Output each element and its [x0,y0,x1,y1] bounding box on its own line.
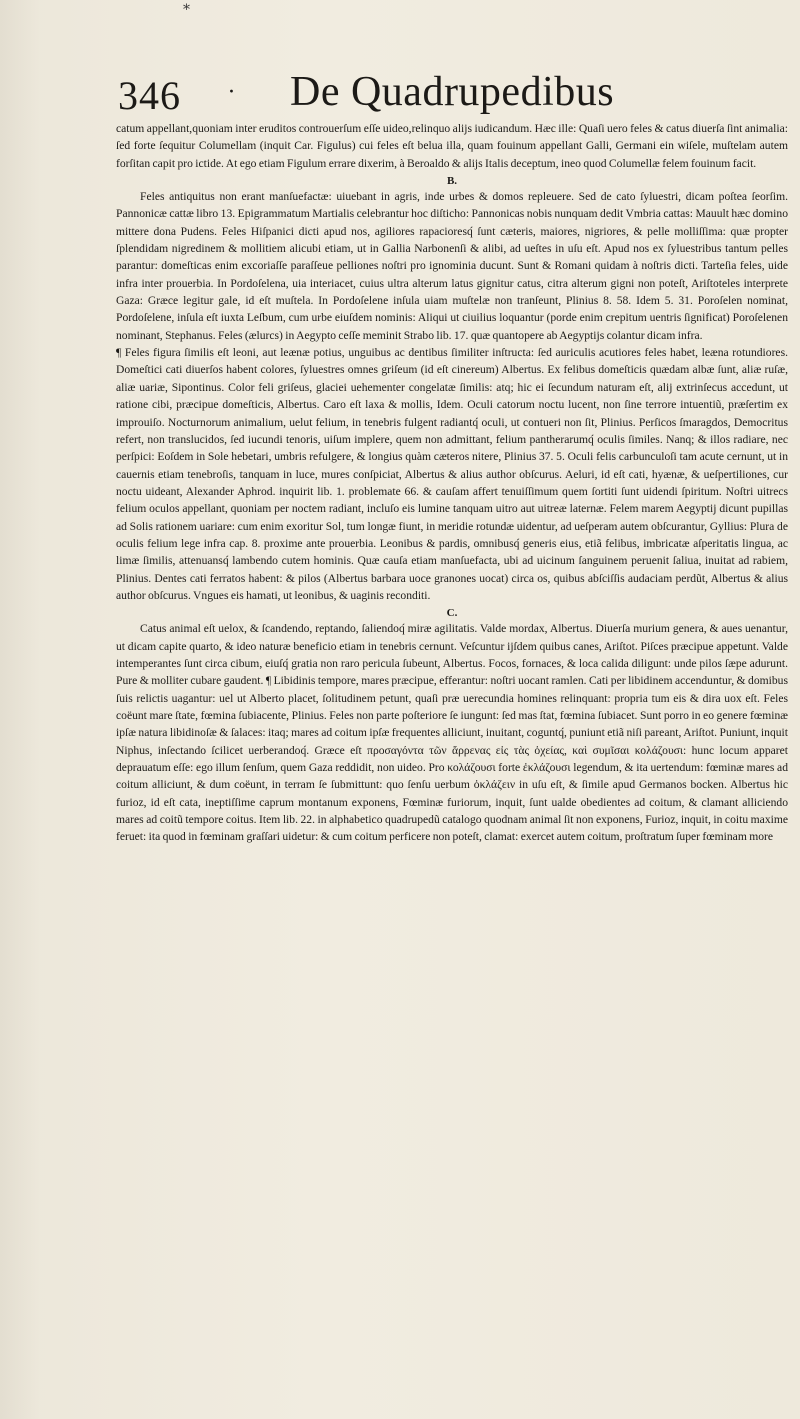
section-label-b: B. [446,175,458,188]
paragraph: Catus animal eſt uelox, & ſcandendo, reptando, ſaliendoq́ miræ agilitatis. Valde mordax, Albertus. Diuerſa murium genera, & aues uenantur, ut dicam capite quarto, & ideo naturæ beneficio etiam in tenebris cernunt. Veſcuntur ijſdem quibus canes, Ariſtot. Piſces præcipue appetunt. Valde intemperantes ſunt circa cibum, eiuſq́ gratia non raro pericula ſubeunt, Albertus. Focos, fornaces, & loca calida diligunt: unde pilos ſæpe adurunt. Pure & molliter cubare gaudent. ¶ Libidinis tempore, mares præcipue, efferantur: noſtri uocant ramlen. Cati per libidinem accenduntur, & domibus ſuis relictis uagantur: uel ut Alberto placet, ſolitudinem petunt, quaſi præ uerecundia homines relinquant: propria tum eis & dira uox eſt. Feles coëunt mare ſtate, fœmina ſubiacente, Plinius. Feles non parte poſteriore ſe iungunt: ſed mas ſtat, fœmina ſubiacet. Sunt porro in eo genere fœminæ ipſæ natura libidinoſæ & ſalaces: itaq; mares ad coitum ipſæ frequentes alliciunt, inuitant, coguntq́, puniunt etiã niſi pareant, Ariſtot. Puniunt, inquit Niphus, inſectando ſcilicet uerberandoq́. Græce eſt προσαγόντα τῶν ἄρρενας εἰς τὰς ὀχείας, καὶ συμῖσαι κολάζουσι: hunc locum apparet deprauatum eſſe: ego illum ſenſum, quem Gaza reddidit, non uideo. Pro κολάζουσι forte ἐκλάζουσι legendum, & ita uertendum: fœminæ mares ad coitum alliciunt, & dum coëunt, in terram ſe ſubmittunt: quo ſenſu uerbum ὀκλάζειν in uſu eſt, & ſimile apud Germanos bocken. Albertus hic furioz, id eſt cata, ineptiſſime caprum montanum exponens, Fœminæ furiorum, inquit, ſunt ualde obedientes ad coitum, & clamant alliciendo mares ad coitũ tempore coitus. Item lib. 22. in alphabetico quadrupedũ catalogo quodnam animal ſit non exponens, Furioz, inquit, in coitu maxime feruet: ita quod in fœminam graſſari uidetur: & cum coitum perficere non poteſt, clamat: exercet autem coitum, proſtratum ſuper fœminam more [116,622,788,844]
body-text [116,120,788,846]
section-label-c: C. [446,607,458,620]
page-header [118,66,788,116]
corner-mark: * [183,2,190,18]
paragraph: ¶ Feles figura ſimilis eſt leoni, aut leænæ potius, unguibus ac dentibus ſimiliter inſtructa: ſed auriculis acutiores feles habet, leæna rotundiores. Domeſtici cati diuerſos habent colores, ſyluestres omnes griſeum (id eſt cinereum) Albertus. Ex felibus domeſticis quædam albæ ſunt, aliæ ruſæ, aliæ uariæ, Sipontinus. Color feli griſeus, glaciei uehementer congelatæ ſimilis: atq; hic ei ſecundum naturam eſt, alij extrinſecus accedunt, ut ratione cibi, præcipue domeſticis, Albertus. Caro eſt laxa & mollis, Idem. Oculi catorum noctu lucent, non ſine terrore intuentiũ, præſertim ex improuiſo. Nocturnorum animalium, uelut felium, in tenebris fulgent radiantq́ oculi, ut contueri non ſit, Plinius. Perſicos ſmaragdos, Democritus refert, non translucidos, ſed iucundi tenoris, uiſum implere, quem non admittant, felium pantherarumq́ oculis ſimiles. Nanq; & illos radiare, nec perſpici: Eoſdem in Sole hebetari, umbris refulgere, & longius quàm cæteros nitere, Plinius 37. 5. Oculi felis carbunculoſi tam acute cernunt, ut in cauernis etiam tenebroſis, tanquam in luce, mures conſpiciat, Albertus & alius author obſcurus. Aeluri, id eſt cati, hyænæ, & ueſpertiliones, cur noctu uideant, Alexander Aphrod. inquirit lib. 1. problemate 66. & cauſam affert tenuiſſimum quem ſortiti ſunt uidendi ſpiritum. Noſtri uitrecs felium oculos appellant, quoniam per noctem radiant, incluſo eis lumine tanquam uitro aut uitreæ laternæ. Felem marem Aegyptij dicunt pupillas ad Solis rationem uariare: cum enim exoritur Sol, tum longæ fiunt, in meridie rotundæ uidentur, ad ueſperam autem obſcurantur, Gyllius: Plura de oculis felium lege infra cap. 8. proxime ante prouerbia. Leonibus & pardis, omnibusq́ generis eius, etiã felibus, imbricatæ aſperitatis lingua, ac limæ ſimilis, attenuansq́ lambendo cutem hominis. Quæ cauſa etiam manſuefacta, ubi ad uicinum ſanguinem peruenit ſaliua, inuitat ad rabiem, Plinius. Dentes cati ferratos habent: & pilos (Albertus barbara uoce granones uocat) circa os, quibus abſciſſis audaciam perdũt, Albertus & alius author obſcurus. Vngues eis hamati, ut leonibus, & uaginis reconditi. [116,346,788,602]
header-separator: · [228,80,235,105]
paragraph: Feles antiquitus non erant manſuefactæ: uiuebant in agris, inde urbes & domos repleuere. Sed de cato ſyluestri, dicam poſtea ſeorſim. Pannonicæ cattæ libro 13. Epigrammatum Martialis celebrantur hoc diſticho: Pannonicas nobis nunquam dedit Vmbria cattas: Mauult hæc domino mittere dona Pudens. Feles Hiſpanici dicti apud nos, agiliores rapacioresq́ ſunt cæteris, maiores, nigriores, & pelle molliſſima: quæ propter ſplendidam nigredinem & mollitiem alicubi etiam, ut in Gallia Narbonenſi & alibi, ad ueſtes in uſu eſt. Apud nos ex ſyluestribus tantum pelles parantur: domeſticas enim excoriaſſe paraſſeue pelliones noſtri pro ignominia ducunt. Sunt & Romani quidam à noſtris dicti. Tarteſia feles, uide infra inter prouerbia. In Pordoſelena, uia interiacet, cuius ultra alterum latus gignitur catus, citra alterum gigni non poteſt, Ariſtoteles interprete Gaza: Græce legitur gale, id eſt muſtela. In Pordoſelene inſula uiam muſtelæ non tranſeunt, Plinius 8. 58. Idem 5. 31. Poroſelen nominat, Pordoſelene, inſula eſt iuxta Leſbum, cum urbe eiuſdem nominis: Aliqui ut ciuilius loquantur (porde enim crepitum uentris ſignificat) Poroſelenen nominant, Stephanus. Feles (ælurcs) in Aegypto ceſſe meminit Strabo lib. 17. quæ quantopere ab Aegyptijs colantur dicam infra. [116,190,788,342]
running-title: De Quadrupedibus [290,69,615,115]
paragraph: catum appellant,quoniam inter eruditos controuerſum eſſe uideo,relinquo alijs iudicandum. Hæc ille: Quaſi uero feles & catus diuerſa ſint animalia: ſed forte ſequitur Columellam (inquit Car. Figulus) cui feles eſt belua illa, quam fouinum appellant Galli, Germani ein wiſele, muſtelam autem forſitan capit pro ictide. At ego etiam Figulum errare dixerim, à Beroaldo & alijs Italis deceptum, ineo quod Columellæ felem fouinum facit. [116,122,788,170]
page-number: 346 [118,73,181,118]
gutter-shadow [0,0,40,1419]
